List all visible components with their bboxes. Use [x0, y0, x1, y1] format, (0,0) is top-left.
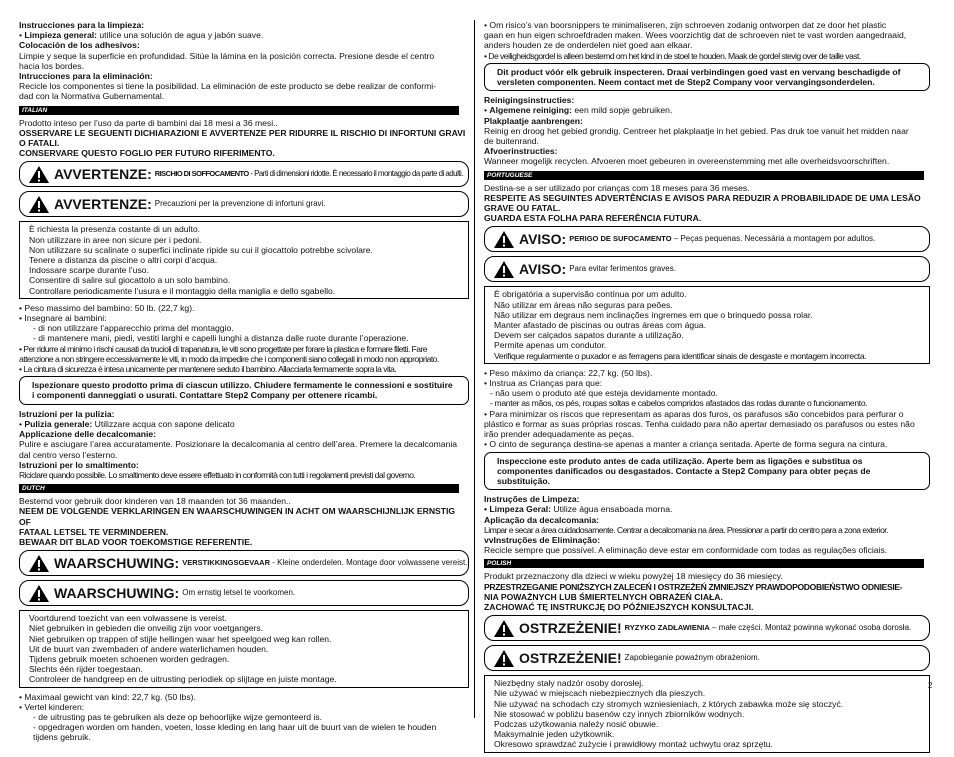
- warning-triangle-icon: [28, 584, 50, 603]
- right-column: [484, 20, 933, 757]
- nl-dispose-title: Afvoerinstructies:: [484, 146, 558, 157]
- it-clean-item: • Pulizia generale: Utilizzare acqua con sapone delicato: [19, 418, 235, 429]
- warning-text: PERIGO DE SUFOCAMENTO – Peças pequenas. Necessária a montagem por adultos.: [569, 234, 876, 244]
- safety-line: Controleer de handgreep en de uitrusting periodiek op slijtage en juiste montage.: [29, 674, 337, 685]
- pt-belt: • O cinto de segurança destina-se apenas a manter a criança sentada. Aperte de forma segura na cintura.: [484, 439, 888, 450]
- pt-clean-title: Instruções de Limpeza:: [484, 494, 580, 505]
- it-max-weight: • Peso massimo del bambino: 50 lb. (22,7 kg).: [19, 302, 195, 313]
- warning-word: AVVERTENZE:: [54, 196, 152, 213]
- pt-safety-box: [484, 286, 930, 363]
- it-teach-1: - di non utilizzare l’apparecchio prima del montaggio.: [33, 323, 234, 334]
- es-disposal-text-2: dad con la Normativa Gubernamental.: [19, 91, 165, 102]
- warning-text: Para evitar ferimentos graves.: [569, 264, 676, 274]
- safety-line: Niet gebruiken op trappen of stijle hellingen waar het speelgoed weg kan rollen.: [29, 633, 332, 644]
- nl-decal-title: Plakplaatje aanbrengen:: [484, 115, 583, 126]
- it-belt: • La cintura di sicurezza è intesa unicamente per mantenere seduto il bambino. Allacciarla fermamente sopra la vita.: [19, 364, 397, 375]
- pt-max-weight: • Peso máximo da criança: 22,7 kg. (50 lbs).: [484, 367, 653, 378]
- nl-observe-1: NEEM DE VOLGENDE VERKLARINGEN EN WAARSCHUWINGEN IN ACHT OM WAARSCHIJNLIJK ERNSTIG OF: [19, 506, 456, 527]
- safety-line: É obrigatória a supervisão contínua por um adulto.: [494, 289, 687, 300]
- pt-choking-warning: [484, 226, 930, 252]
- pt-observe-2: GRAVE OU FATAL.: [484, 203, 561, 214]
- es-cleaning-item: • Limpieza general: utilice una solución de agua y jabón suave.: [19, 30, 264, 41]
- warning-word: AVISO:: [519, 231, 567, 248]
- safety-line: È richiesta la presenza costante di un adulto.: [29, 224, 201, 235]
- warning-word: AVISO:: [519, 261, 567, 278]
- pt-dispose-text: Recicle sempre que possível. A eliminação deve estar em conformidade com todas as regulações oficiais.: [484, 545, 888, 556]
- safety-line: Tijdens gebruik moeten schoenen worden gedragen.: [29, 653, 230, 664]
- it-observe-1: OSSERVARE LE SEGUENTI DICHIARAZIONI E AVVERTENZE PER RIDURRE IL RISCHIO DI INFORTUNI GRAVI: [19, 127, 466, 138]
- nl-dispose-text: Wanneer mogelijk recyclen. Afvoeren moet gebeuren in overeenstemming met alle overheidsvoorschriften.: [484, 156, 890, 167]
- safety-line: Verifique regularmente o puxador e as ferragens para identificar sinais de desgaste e montagem incorrecta.: [494, 350, 867, 361]
- nl-decal-text-1: Reinig en droog het gebied grondig. Centreer het plakplaatje in het gebied. Pas druk toe vanuit het midden naar: [484, 125, 909, 136]
- safety-line: Voortdurend toezicht van een volwassene is vereist.: [29, 613, 227, 624]
- nl-risk-3: anders houden ze de onderdelen niet goed aan elkaar.: [484, 40, 693, 51]
- it-dispose-text: Riciclare quando possibile. Lo smaltimento deve essere effettuato in conformità con tutti i regolamenti previsti dal governo.: [19, 469, 416, 480]
- pt-decal-title: Aplicação da decalcomania:: [484, 514, 600, 525]
- es-decal-title: Colocación de los adhesivos:: [19, 40, 140, 51]
- safety-line: Controllare periodicamente l’usura e il montaggio della maniglia e dello sgabello.: [29, 285, 336, 296]
- it-keep: CONSERVARE QUESTO FOGLIO PER FUTURO RIFERIMENTO.: [19, 148, 275, 159]
- safety-line: Nie używać w miejscach niebezpiecznych dla pieszych.: [494, 688, 706, 699]
- pt-keep: GUARDA ESTA FOLHA PARA REFERÊNCIA FUTURA.: [484, 213, 702, 224]
- warning-text: Precauzioni per la prevenzione di infortuni gravi.: [154, 199, 326, 209]
- it-choking-warning: [19, 161, 469, 187]
- it-screws-1: • Per ridurre al minimo i rischi causati da trucioli di trapanatura, le viti sono progettate per forare la plastica e formare filetti. Fare: [19, 343, 428, 354]
- pt-inspect-notice: Inspeccione este produto antes de cada utilização. Aperte bem as ligações e substitua os componentes danificados ou desgastados. Contacte a Step2 Company para obter peças de substituição.: [484, 452, 930, 491]
- safety-line: Non utilizzare in aree non sicure per i pedoni.: [29, 234, 202, 245]
- es-disposal-title: Intrucciones para la eliminación:: [19, 71, 153, 82]
- warning-word: AVVERTENZE:: [54, 166, 152, 183]
- nl-risk-1: • Om risico’s van boorsnippers te minimaliseren, zijn schroeven zodanig ontworpen dat ze door het plastic: [484, 20, 887, 30]
- it-teach-2: - di mantenere mani, piedi, vestiti larghi e capelli lunghi a distanza dalle ruote durante l’operazione.: [33, 333, 409, 344]
- safety-line: Manter afastado de piscinas ou outras áreas com água.: [494, 320, 707, 331]
- it-screws-2: attenzione a non stringere eccessivamente le viti, in modo da impedire che i componenti siano collegati in modo non appropriato.: [19, 353, 439, 364]
- safety-line: Nie używać na schodach czy stromych wzniesieniach, z których zabawka może się stoczyć.: [494, 698, 844, 709]
- left-column: [19, 20, 469, 743]
- it-decal-text-1: Pulire e asciugare l’area accuratamente. Posizionare la decalcomania al centro dell’area. Premere la decalcomania: [19, 439, 458, 450]
- safety-line: Podczas użytkowania należy nosić obuwie.: [494, 718, 659, 729]
- safety-line: Slechts één rijder toegestaan.: [29, 664, 143, 675]
- it-dispose-title: Istruzioni per lo smaltimento:: [19, 459, 139, 470]
- warning-triangle-icon: [28, 554, 50, 573]
- pt-injury-warning: [484, 256, 930, 282]
- language-tag-italian: ITALIAN: [19, 106, 459, 115]
- pt-teach-1: - não usem o produto até que esteja devidamente montado.: [490, 388, 718, 399]
- safety-line: Maksymalnie jeden użytkownik.: [494, 729, 615, 740]
- es-disposal-text-1: Recicle los componentes si tiene la posibilidad. La eliminación de este producto se debe realizar de conformi-: [19, 81, 437, 92]
- pt-screws-2: plástico e formar as suas próprias roscas. Tenha cuidado para não apertar demasiado os parafusos ou estes não: [484, 418, 915, 429]
- pl-keep: ZACHOWAĆ TĘ INSTRUKCJĘ DO PÓŹNIEJSZYCH KONSULTACJI.: [484, 601, 754, 612]
- pt-decal-text: Limpar e secar a área cuidadosamente. Centrar a decalcomania na área. Pressionar a partir do centro para a zona exterior.: [484, 524, 888, 535]
- it-clean-title: Istruzioni per la pulizia:: [19, 408, 115, 419]
- nl-clean-title: Reinigingsinstructies:: [484, 95, 575, 106]
- pt-dispose-title: vvInstruções de Eliminação:: [484, 534, 601, 545]
- nl-teach-2a: - opgedragen worden om handen, voeten, losse kleding en lang haar uit de buurt van de wielen te houden: [33, 722, 437, 733]
- warning-text: VERSTIKKINGSGEVAAR - Kleine onderdelen. Montage door volwassene vereist.: [182, 558, 468, 568]
- page-number: 2: [928, 681, 933, 690]
- pt-observe-1: RESPEITE AS SEGUINTES ADVERTÊNCIAS E AVISOS PARA REDUZIR A PROBABILIDADE DE UMA LESÃO: [484, 192, 921, 203]
- pl-observe-2: NIA POWAŻNYCH LUB ŚMIERTELNYCH OBRAŻEŃ CIAŁA.: [484, 591, 723, 602]
- warning-word: OSTRZEŻENIE!: [519, 620, 622, 637]
- pt-screws-3: irão prender adequadamente as peças.: [484, 429, 635, 440]
- it-safety-box: [19, 221, 469, 298]
- nl-intro: Bestemd voor gebruik door kinderen van 18 maanden tot 36 maanden..: [19, 496, 291, 507]
- safety-line: Non utilizzare su scalinate o superfici inclinate ripide su cui il giocattolo potrebbe scivolare.: [29, 244, 373, 255]
- safety-line: Permite apenas um condutor.: [494, 340, 607, 351]
- nl-observe-2: FATAAL LETSEL TE VERMINDEREN.: [19, 526, 169, 537]
- es-decal-text-1: Limpie y seque la superficie en profundidad. Sitúe la lámina en la posición correcta. Presione desde el centro: [19, 50, 435, 61]
- nl-choking-warning: [19, 550, 469, 576]
- it-intro: Prodotto inteso per l’uso da parte di bambini dai 18 mesi a 36 mesi..: [19, 117, 278, 128]
- warning-text: Zapobieganie poważnym obrażeniom.: [624, 653, 760, 663]
- warning-word: OSTRZEŻENIE!: [519, 650, 622, 667]
- safety-line: Okresowo sprawdzać zużycie i prawidłowy montaż uchwytu oraz sprzętu.: [494, 739, 773, 750]
- es-cleaning-title: Instrucciones para la limpieza:: [19, 20, 145, 30]
- pt-teach-2: - manter as mãos, os pés, roupas soltas e cabelos compridos afastados das rodas durante o funcionamento.: [490, 398, 868, 409]
- pl-safety-box: [484, 675, 933, 752]
- warning-word: WAARSCHUWING:: [54, 585, 180, 602]
- safety-line: Devem ser calçados sapatos durante a utilização.: [494, 330, 684, 341]
- it-decal-text-2: dal centro verso l’esterno.: [19, 449, 118, 460]
- nl-inspect-notice: Dit product vóór elk gebruik inspecteren. Draai verbindingen goed vast en vervang beschadigde of versleten componenten. Neem contact met de Step2 Company voor vervangingsonderdelen.: [484, 63, 930, 91]
- nl-teach-2b: tijdens gebruik.: [33, 732, 91, 743]
- safety-line: Não utilizar em áreas não seguras para peões.: [494, 299, 673, 310]
- it-inspect-notice: Ispezionare questo prodotto prima di ciascun utilizzo. Chiudere fermamente le connessioni e sostituire i componenti danneggiati o usurati. Contattare Step2 Company per ottenere ricambi.: [19, 376, 469, 404]
- warning-triangle-icon: [28, 195, 50, 214]
- nl-clean-item: • Algemene reiniging: een mild sopje gebruiken.: [484, 105, 673, 116]
- warning-word: WAARSCHUWING:: [54, 555, 180, 572]
- pl-observe-1: PRZESTRZEGANIE PONIŻSZYCH ZALECEŃ I OSTRZEŻEŃ ZMNIEJSZY PRAWDOPODOBIEŃSTWO ODNIESIE-: [484, 581, 903, 592]
- column-divider: [474, 20, 475, 718]
- warning-triangle-icon: [493, 649, 515, 668]
- language-tag-portuguese: PORTUGUESE: [484, 171, 924, 180]
- warning-text: RYZYKO ZADŁAWIENIA – małe części. Montaż powinna wykonać osoba dorosła.: [624, 623, 912, 633]
- safety-line: Niezbędny stały nadzór osoby dorosłej.: [494, 678, 644, 689]
- nl-teach: • Vertel kinderen:: [19, 701, 85, 712]
- language-tag-dutch: DUTCH: [19, 484, 459, 493]
- pl-injury-warning: [484, 645, 930, 671]
- it-decal-title: Applicazione delle decalcomanie:: [19, 429, 157, 440]
- safety-line: Niet gebruiken in gebieden die onveilig zijn voor voetgangers.: [29, 623, 264, 634]
- language-tag-polish: POLISH: [484, 559, 924, 568]
- safety-line: Indossare scarpe durante l’uso.: [29, 265, 149, 276]
- pl-choking-warning: [484, 615, 930, 641]
- safety-line: Consentire di salire sul giocattolo a un solo bambino.: [29, 275, 231, 286]
- pt-teach: • Instrua as Crianças para que:: [484, 378, 603, 389]
- it-teach: • Insegnare ai bambini:: [19, 313, 107, 324]
- nl-risk-2: gaan en hun eigen schroefdraden maken. Wees voorzichtig dat de schroeven niet te vast worden aangedraaid,: [484, 30, 907, 41]
- es-decal-text-2: hacia los bordes.: [19, 60, 84, 71]
- pt-clean-item: • Limpeza Geral: Utilize água ensaboada morna.: [484, 504, 673, 515]
- nl-decal-text-2: de buitenrand.: [484, 136, 539, 147]
- warning-triangle-icon: [28, 165, 50, 184]
- warning-triangle-icon: [493, 260, 515, 279]
- warning-text: RISCHIO DI SOFFOCAMENTO - Parti di dimensioni ridotte. È necessario il montaggio da parte di adulti.: [154, 169, 463, 179]
- nl-injury-warning: [19, 580, 469, 606]
- safety-line: Nie stosować w pobliżu basenów czy innych zbiorników wodnych.: [494, 708, 745, 719]
- nl-keep: BEWAAR DIT BLAD VOOR TOEKOMSTIGE REFERENTIE.: [19, 536, 253, 547]
- nl-safety-box: [19, 610, 469, 687]
- safety-line: Uit de buurt van zwembaden of andere waterlichamen houden.: [29, 643, 269, 654]
- it-injury-warning: [19, 191, 469, 217]
- pt-screws-1: • Para minimizar os riscos que representam as aparas dos furos, os parafusos são concebidos para perfurar o: [484, 408, 904, 419]
- pt-intro: Destina-se a ser utilizado por crianças com 18 meses para 36 meses.: [484, 182, 750, 193]
- warning-triangle-icon: [493, 619, 515, 638]
- warning-triangle-icon: [493, 230, 515, 249]
- nl-max-weight: • Maximaal gewicht van kind: 22,7 kg. (50 lbs).: [19, 691, 196, 702]
- nl-teach-1: - de uitrusting pas te gebruiken als deze op behoorlijke wijze gemonteerd is.: [33, 711, 323, 722]
- pl-intro: Produkt przeznaczony dla dzieci w wieku powyżej 18 miesięcy do 36 miesięcy.: [484, 571, 783, 582]
- warning-text: Om ernstig letsel te voorkomen.: [182, 588, 296, 598]
- nl-belt: • De veiligheidsgordel is alleen bestemd om het kind in de stoel te houden. Maak de gordel stevig over de taille vast.: [484, 50, 861, 61]
- safety-line: Tenere a distanza da piscine o altri corpi d’acqua.: [29, 255, 218, 266]
- safety-line: Não utilizar em degraus nem inclinações íngremes em que o brinquedo possa rolar.: [494, 309, 813, 320]
- it-observe-2: O FATALI.: [19, 138, 60, 149]
